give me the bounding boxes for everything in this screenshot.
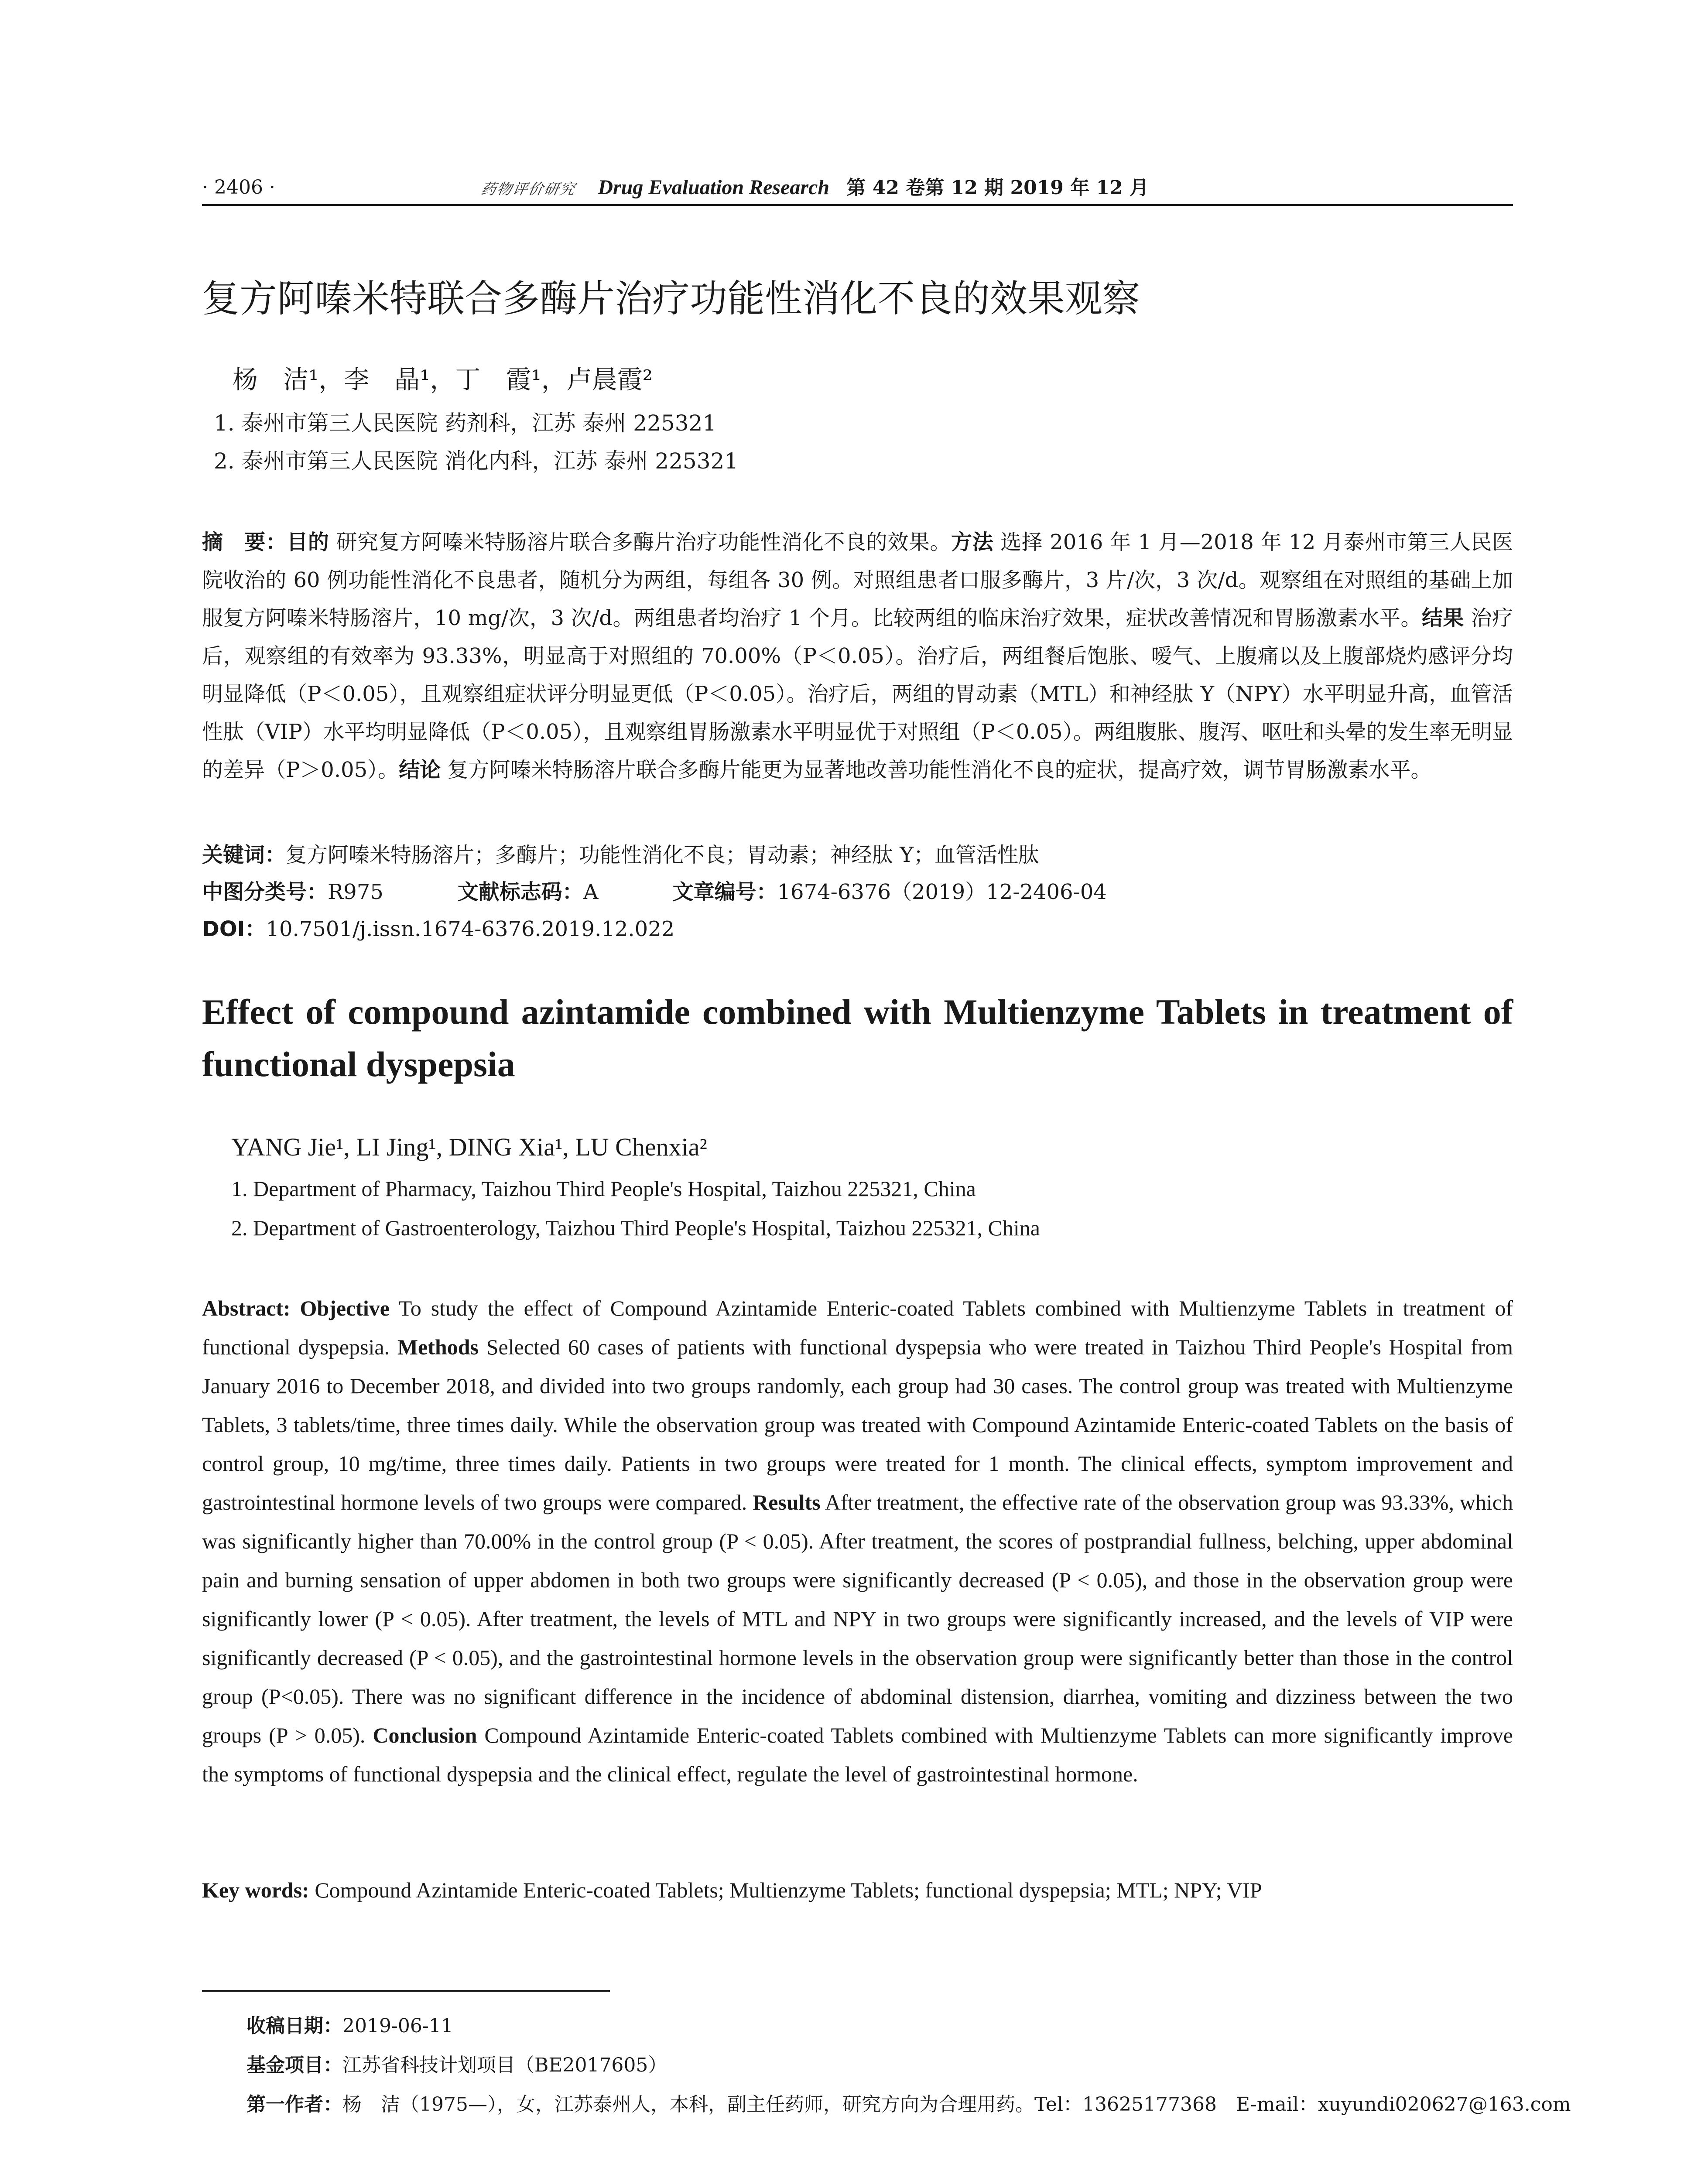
- first-author-label: 第一作者：: [246, 2093, 342, 2116]
- fund-value: 江苏省科技计划项目（BE2017605）: [342, 2054, 667, 2076]
- cn-class-value: R975: [328, 880, 383, 904]
- cn-title: 复方阿嗪米特联合多酶片治疗功能性消化不良的效果观察: [202, 277, 1140, 321]
- en-keywords-label: Key words:: [202, 1878, 309, 1902]
- received-value: 2019-06-11: [342, 2015, 453, 2037]
- en-methods-text: Selected 60 cases of patients with functional dyspepsia who were treated in Taizhou Third People's Hospital from January 2016 to December 2018, and divided into two groups randomly, each group had 30 cases. The control group was treated with Multienzyme Tablets, 3 tablets/time, three times daily. While the observation group was treated with Compound Azintamide Enteric-coated Tablets on the basis of control group, 10 mg/time, three times daily. Patients in two groups were treated for 1 month. The clinical effects, symptom improvement and gastrointestinal hormone levels of two groups were compared.: [202, 1335, 1513, 1514]
- cn-results-label: 结果: [1421, 606, 1464, 630]
- en-objective-text: To study the effect of Compound Azintamide Enteric-coated Tablets combined with Multienzyme Tablets in treatment of functional dyspepsia.: [202, 1296, 1513, 1359]
- footnote-first-author: [246, 2089, 1571, 2120]
- en-title: Effect of compound azintamide combined with Multienzyme Tablets in treatment of functional dyspepsia: [202, 992, 1513, 1084]
- footnote-received: [246, 2011, 453, 2041]
- page-number: · 2406 ·: [202, 176, 275, 198]
- received-label: 收稿日期：: [246, 2015, 342, 2037]
- issue-info: 第 42 卷第 12 期 2019 年 12 月: [846, 177, 1149, 199]
- en-conclusion-label: Conclusion: [373, 1723, 477, 1747]
- journal-header-center: [481, 172, 1149, 205]
- cn-doc-label: 文献标志码：: [457, 880, 583, 904]
- cn-affiliation-1: 1. 泰州市第三人民医院 药剂科，江苏 泰州 225321: [214, 410, 717, 436]
- en-authors: YANG Jie¹, LI Jing¹, DING Xia¹, LU Chenxia²: [231, 1133, 707, 1161]
- cn-objective-label: 目的: [287, 530, 329, 554]
- cn-classification: [202, 875, 1513, 909]
- cn-keywords-label: 关键词：: [202, 843, 286, 867]
- cn-conclusion-text: 复方阿嗪米特肠溶片联合多酶片能更为显著地改善功能性消化不良的症状，提高疗效，调节胃肠激素水平。: [441, 758, 1432, 782]
- cn-doc-value: A: [583, 880, 599, 904]
- journal-name: Drug Evaluation Research: [598, 176, 830, 199]
- cn-methods-label: 方法: [951, 530, 994, 554]
- en-abstract: [202, 1289, 1513, 1794]
- running-header: [202, 172, 1513, 203]
- cn-article-label: 文章编号：: [672, 880, 777, 904]
- en-keywords-text: Compound Azintamide Enteric-coated Tablets; Multienzyme Tablets; functional dyspepsia; MTL; NPY; VIP: [309, 1878, 1262, 1902]
- doi-value[interactable]: 10.7501/j.issn.1674-6376.2019.12.022: [266, 917, 675, 941]
- cn-class-label: 中图分类号：: [202, 880, 328, 904]
- cn-keywords: [202, 838, 1513, 872]
- cn-keywords-text: 复方阿嗪米特肠溶片；多酶片；功能性消化不良；胃动素；神经肽 Y；血管活性肽: [286, 843, 1039, 867]
- cn-conclusion-label: 结论: [399, 758, 441, 782]
- cn-objective-text: 研究复方阿嗪米特肠溶片联合多酶片治疗功能性消化不良的效果。: [329, 530, 952, 554]
- footnote-divider: [202, 1990, 610, 1992]
- fund-label: 基金项目：: [246, 2054, 342, 2076]
- cn-affiliation-2: 2. 泰州市第三人民医院 消化内科，江苏 泰州 225321: [214, 448, 739, 474]
- header-divider: [202, 204, 1513, 206]
- cn-doi: [202, 912, 1513, 947]
- en-objective-label: Objective: [300, 1296, 390, 1320]
- journal-logo: 药物评价研究: [479, 181, 577, 198]
- footnote-fund: [246, 2050, 667, 2081]
- cn-results-text: 治疗后，观察组的有效率为 93.33%，明显高于对照组的 70.00%（P＜0.05）。治疗后，两组餐后饱胀、嗳气、上腹痛以及上腹部烧灼感评分均明显降低（P＜0.05），且观察组症状评分明显更低（P＜0.05）。治疗后，两组的胃动素（MTL）和神经肽 Y（NPY）水平明显升高，血管活性肽（VIP）水平均明显降低（P＜0.05），且观察组胃肠激素水平明显优于对照组（P＜0.05）。两组腹胀、腹泻、呕吐和头晕的发生率无明显的差异（P＞0.05）。: [202, 606, 1513, 782]
- first-author-value: 杨 洁（1975—），女，江苏泰州人，本科，副主任药师，研究方向为合理用药。Tel：13625177368 E-mail：xuyundi020627@163.com: [342, 2093, 1571, 2116]
- cn-abstract-label: 摘 要：: [202, 530, 287, 554]
- en-results-text: After treatment, the effective rate of the observation group was 93.33%, which was significantly higher than 70.00% in the control group (P < 0.05). After treatment, the scores of postprandial fullness, belching, upper abdominal pain and burning sensation of upper abdomen in both two groups were significantly decreased (P < 0.05), and those in the observation group were significantly lower (P < 0.05). After treatment, the levels of MTL and NPY in two groups were significantly increased, and the levels of VIP were significantly decreased (P < 0.05), and the gastrointestinal hormone levels in the observation group were significantly better than those in the control group (P<0.05). There was no significant difference in the incidence of abdominal distension, diarrhea, vomiting and dizziness between the two groups (P > 0.05).: [202, 1490, 1513, 1747]
- doi-label: DOI：: [202, 917, 266, 941]
- en-affiliation-2: 2. Department of Gastroenterology, Taizhou Third People's Hospital, Taizhou 225321, China: [231, 1216, 1040, 1240]
- en-results-label: Results: [753, 1490, 821, 1514]
- cn-methods-text: 选择 2016 年 1 月—2018 年 12 月泰州市第三人民医院收治的 60 例功能性消化不良患者，随机分为两组，每组各 30 例。对照组患者口服多酶片，3 片/次，3 次/d。观察组在对照组的基础上加服复方阿嗪米特肠溶片，10 mg/次，3 次/d。两组患者均治疗 1 个月。比较两组的临床治疗效果，症状改善情况和胃肠激素水平。: [202, 530, 1513, 630]
- en-keywords: [202, 1873, 1513, 1908]
- en-abstract-label: Abstract:: [202, 1296, 291, 1320]
- cn-article-value: 1674-6376（2019）12-2406-04: [777, 880, 1107, 904]
- cn-authors: 杨 洁¹，李 晶¹，丁 霞¹，卢晨霞²: [233, 365, 653, 394]
- cn-abstract: [202, 523, 1513, 789]
- en-affiliation-1: 1. Department of Pharmacy, Taizhou Third People's Hospital, Taizhou 225321, China: [231, 1176, 976, 1201]
- en-conclusion-text: Compound Azintamide Enteric-coated Tablets combined with Multienzyme Tablets can more significantly improve the symptoms of functional dyspepsia and the clinical effect, regulate the level of gastrointestinal hormone.: [202, 1723, 1513, 1786]
- en-methods-label: Methods: [397, 1335, 479, 1359]
